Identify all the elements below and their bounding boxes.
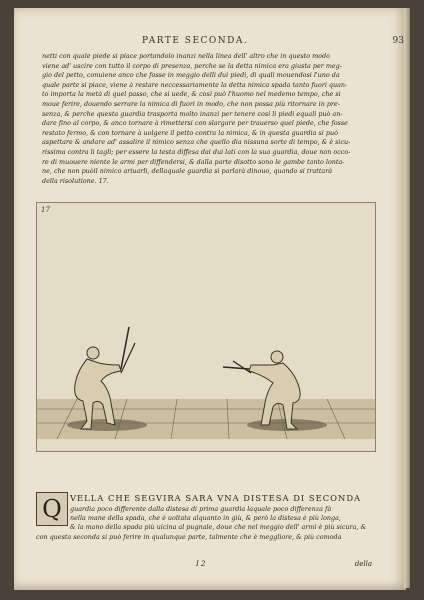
page-number: 93 [392, 36, 404, 46]
catchword: della [354, 560, 372, 568]
text-line: re di muouere niente le armi per diffendersi, & dalla parte disotto sono le gambe tanto lonta- [42, 157, 345, 166]
section-text [36, 505, 374, 542]
text-line: rissima contra li tagli; per essere la testa diffesa dai dui lati con la sua guardia, doue non occo- [42, 147, 351, 156]
text-line: viene ad' uscire con tutto il corpo di presenza, perche se la detta nimica era giusta per meg- [42, 61, 342, 70]
page-footer [36, 560, 376, 572]
section-heading: VELLA CHE SEGVIRA SARA VNA DISTESA DI SECONDA [70, 493, 362, 503]
text-line: dare fino al corpo, & anco tornare à rimettersi con slargare per trauerso quel piede, che fosse [42, 119, 348, 128]
text-line: quale parte si piace, viene à restare neccessariamente la detta nimica spada tanto fuori quan- [42, 80, 348, 89]
text-line: restato fermo, & con tornare à uolgere il petto contra la nimica, & in questa guardia si può [42, 128, 338, 137]
text-line: senza, & perche questa guardia trasporta molto inanzi per tenere così li piedi equali può an- [42, 109, 343, 118]
running-header [42, 36, 412, 50]
text-line: ne, che non puòil nimico ariuarli, dellaquale guardia si parlarà dinouo, quando si trattarà [42, 167, 333, 176]
running-title: PARTE SECONDA. [142, 36, 249, 46]
drop-cap: Q [36, 492, 68, 526]
text-line: guardia poco differente dalla distesa di prima guardia laquale poco differenza fà [70, 505, 332, 513]
text-line: & la mano della spada più uicina al pugnale, doue che nel meggio dell' armi è più sicura, & [70, 523, 367, 532]
page-edge [404, 8, 410, 588]
signature-mark: I 2 [196, 560, 206, 568]
text-line: moue ferire, douendo serrare la nimica di fuori in modo, che non possa più ritornare in pre- [42, 99, 340, 108]
text-line: netti con quale piede si piace portandolo inanzi nella linea dell' altro che in questo modo [42, 52, 330, 60]
text-line: nella mane della spada, che è uoltata alquanto in giù, & però la distesa è più longa, [70, 514, 341, 523]
text-line: to importa la metà di quel passo, che si uede, & così può l'huomo nel medemo tempo, che si [42, 90, 341, 99]
right-dagger [233, 361, 251, 373]
body-paragraph [42, 52, 376, 186]
text-line: della risolutione. 17. [42, 176, 109, 185]
engraving-plate [36, 202, 376, 452]
text-line: con questa seconda si può ferire in qualunque parte, talmente che è meggliore, & più comoda [36, 532, 342, 541]
text-line: gio del petto, conuiene anco che fosse in meggio delli dui piedi, di quali mouendosi l'uno da [42, 71, 340, 80]
plate-number: 17 [41, 206, 50, 214]
new-section [36, 490, 376, 560]
fencers-engraving [37, 203, 375, 451]
left-sword [121, 327, 129, 369]
text-line: aspettare & andare ad' assalire il nimico senza che quello dia nissuna sorte di tempo, & è sicu- [42, 138, 351, 147]
